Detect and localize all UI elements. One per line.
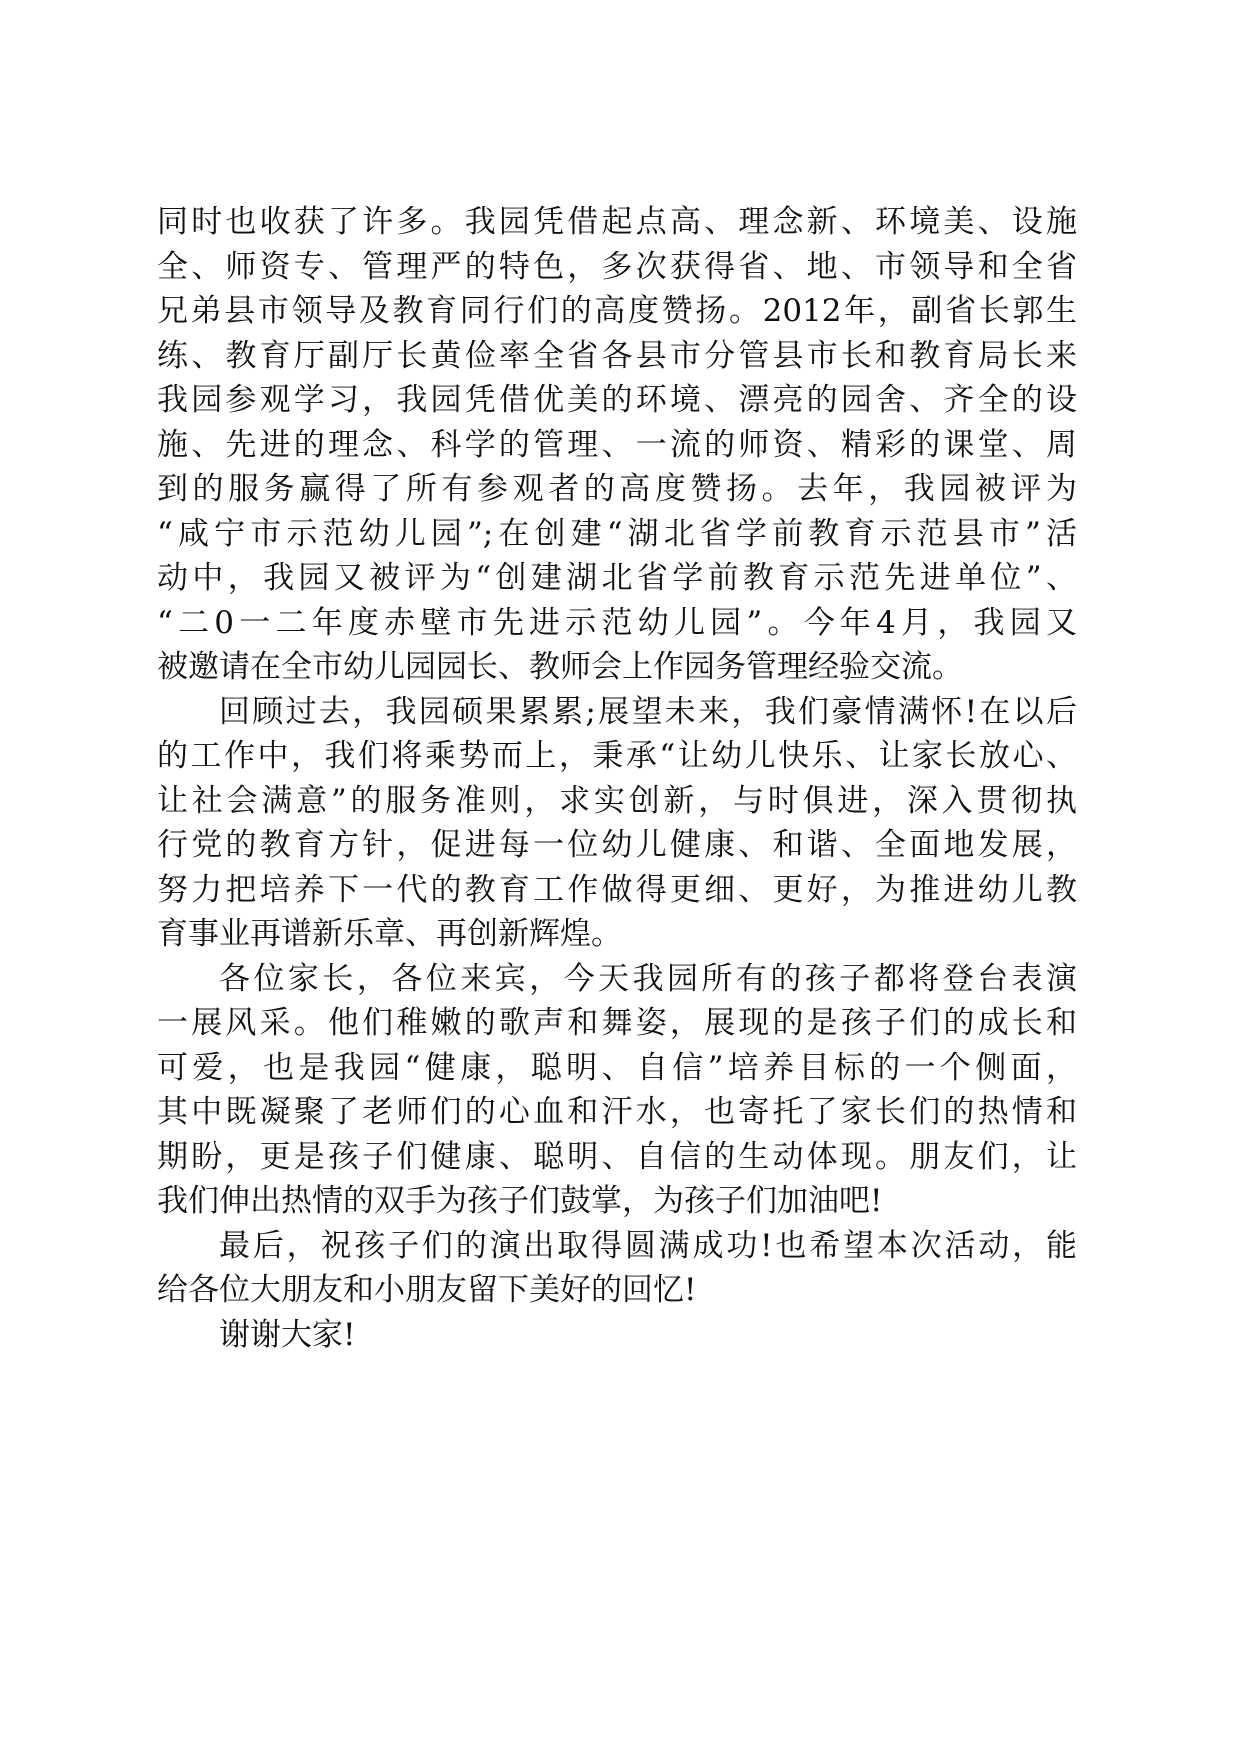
text-line: 我园参观学习，我园凭借优美的环境、漂亮的园舍、齐全的设 <box>157 382 1077 418</box>
paragraph-first-line: 最后，祝孩子们的演出取得圆满成功!也希望本次活动，能 <box>219 1227 1077 1264</box>
text-line: 行党的教育方针，促进每一位幼儿健康、和谐、全面地发展， <box>157 827 1077 863</box>
text-line: 其中既凝聚了老师们的心血和汗水，也寄托了家长们的热情和 <box>157 1094 1077 1130</box>
text-line: “咸宁市示范幼儿园”;在创建“湖北省学前教育示范县市”活 <box>157 515 1077 552</box>
paragraph-first-line: 各位家长，各位来宾，今天我园所有的孩子都将登台表演 <box>219 960 1077 997</box>
text-line: 一展风采。他们稚嫩的歌声和舞姿，展现的是孩子们的成长和 <box>157 1005 1077 1041</box>
text-line: 让社会满意”的服务准则，求实创新，与时俱进，深入贯彻执 <box>157 782 1077 819</box>
text-line: 练、教育厅副厅长黄俭率全省各县市分管县市长和教育局长来 <box>157 337 1077 374</box>
text-line: 可爱，也是我园“健康，聪明、自信”培养目标的一个侧面， <box>157 1049 1077 1086</box>
text-line: 全、师资专、管理严的特色，多次获得省、地、市领导和全省 <box>157 248 1077 285</box>
text-line: 兄弟县市领导及教育同行们的高度赞扬。2012年，副省长郭生 <box>157 293 1077 329</box>
text-line: 期盼，更是孩子们健康、聪明、自信的生动体现。朋友们，让 <box>157 1138 1077 1175</box>
text-line: 施、先进的理念、科学的管理、一流的师资、精彩的课堂、周 <box>157 426 1077 463</box>
paragraph-first-line: 回顾过去，我园硕果累累;展望未来，我们豪情满怀!在以后 <box>219 693 1077 730</box>
text-line: 的工作中，我们将乘势而上，秉承“让幼儿快乐、让家长放心、 <box>157 738 1077 774</box>
text-line: 努力把培养下一代的教育工作做得更细、更好，为推进幼儿教 <box>157 871 1077 908</box>
text-line: 到的服务赢得了所有参观者的高度赞扬。去年，我园被评为 <box>157 471 1077 507</box>
text-line: “二0一二年度赤壁市先进示范幼儿园”。今年4月，我园又 <box>157 604 1077 641</box>
closing-line: 谢谢大家! <box>219 1316 356 1353</box>
text-line: 给各位大朋友和小朋友留下美好的回忆! <box>157 1272 697 1308</box>
text-line: 被邀请在全市幼儿园园长、教师会上作园务管理经验交流。 <box>157 649 963 685</box>
document-body <box>157 200 1077 1357</box>
text-line: 我们伸出热情的双手为孩子们鼓掌，为孩子们加油吧! <box>157 1183 883 1219</box>
text-line: 同时也收获了许多。我园凭借起点高、理念新、环境美、设施 <box>157 204 1077 240</box>
text-line: 育事业再谱新乐章、再创新辉煌。 <box>157 916 622 952</box>
text-line: 动中，我园又被评为“创建湖北省学前教育示范先进单位”、 <box>157 560 1077 596</box>
